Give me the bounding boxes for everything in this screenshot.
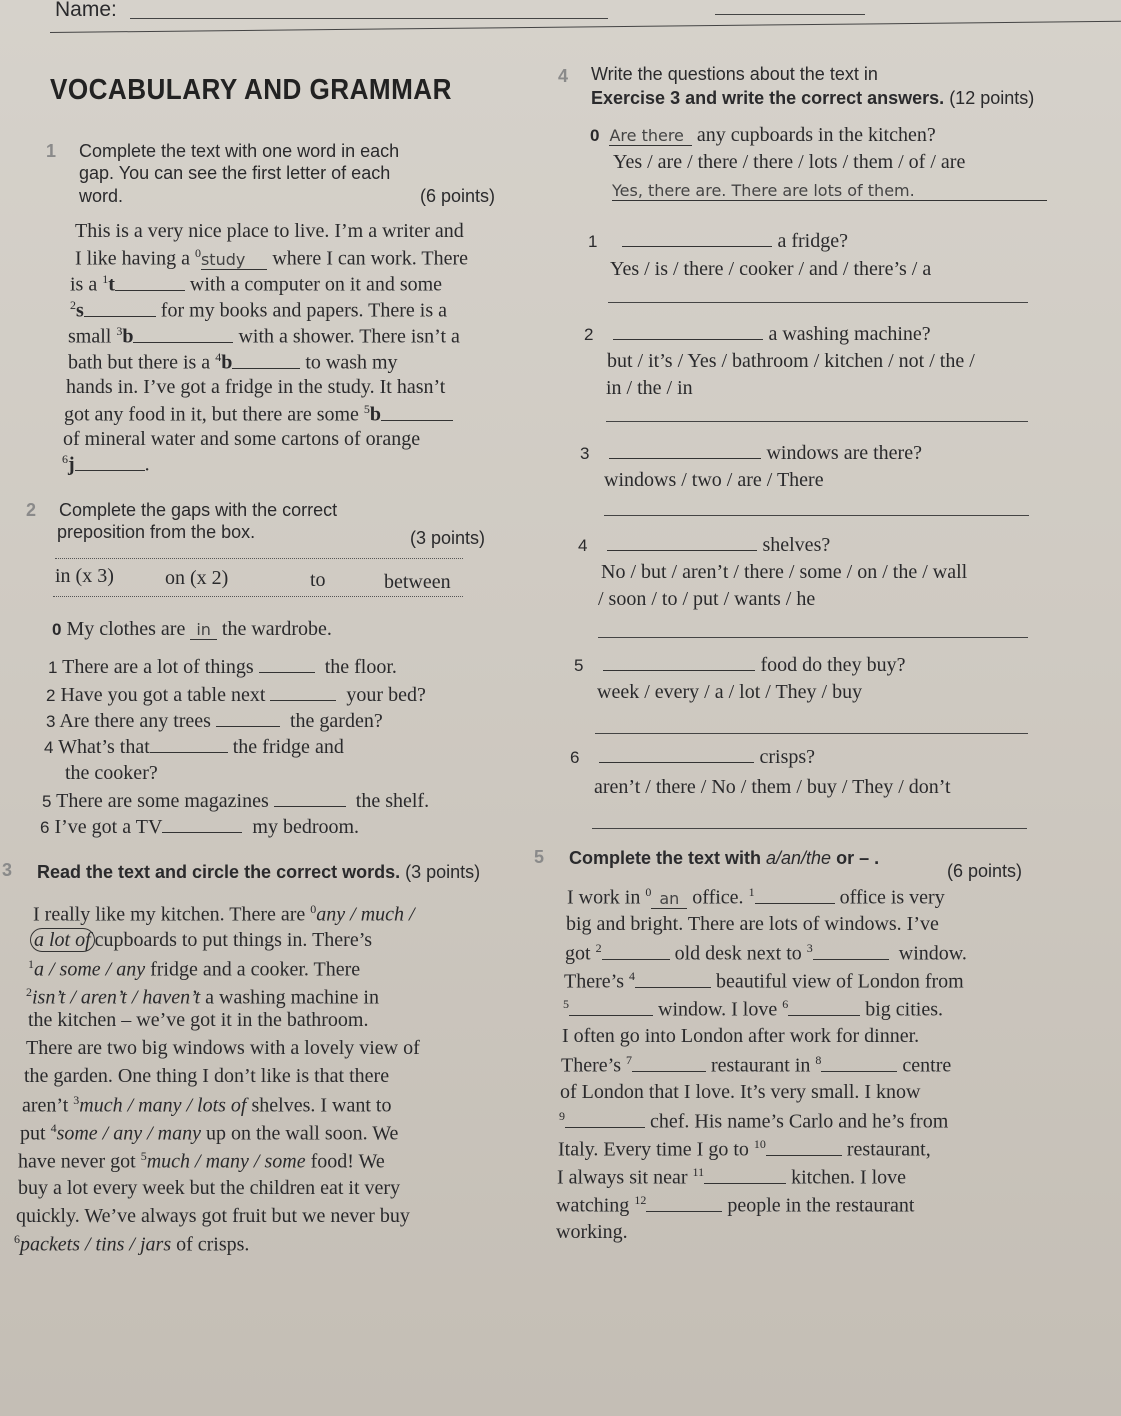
ex5-gap-2[interactable] [602, 943, 670, 960]
ex4-item-6: 6 crisps? [570, 746, 816, 768]
ex3-options-1[interactable]: a / some / any [34, 958, 146, 981]
ex3-circled-answer: a lot of [30, 928, 95, 952]
ex3-options-2[interactable]: isn’t / aren’t / haven’t [32, 986, 201, 1009]
ex2-item-4-cont: the cooker? [65, 762, 158, 784]
ex3-options-5[interactable]: much / many / some [146, 1150, 306, 1173]
ex5-line-10: Italy. Every time I go to $^{10}$ restaurant, [558, 1137, 931, 1161]
ex5-line-6: I often go into London after work for dinner. [562, 1025, 920, 1047]
ex1-line-2: I like having a $^0$study where I can work. There [75, 246, 468, 270]
ex4-item-4: 4 shelves? [578, 534, 831, 556]
ex2-item-4: 4 What’s that the fridge and [44, 736, 344, 758]
ex2-gap-6[interactable] [162, 816, 242, 833]
ex2-item-2: 2 Have you got a table next your bed? [46, 684, 426, 706]
ex1-number: 1 [46, 141, 57, 161]
ex4-answer-line-1[interactable] [608, 302, 1028, 303]
ex4-item-2-words-1: but / it’s / Yes / bathroom / kitchen / not / the / [607, 350, 975, 372]
ex1-line-6: bath but there is a $^4$b to wash my [68, 350, 398, 374]
ex5-gap-6[interactable] [788, 999, 860, 1016]
ex1-line-5: small $^3$b with a shower. There isn’t a [68, 324, 460, 348]
ex2-item-6: 6 I’ve got a TV my bedroom. [40, 816, 360, 838]
word-box-on: on (x 2) [165, 567, 229, 589]
ex2-item-0: 0 My clothes are in the wardrobe. [52, 618, 332, 640]
ex4-gap-5[interactable] [603, 654, 755, 671]
ex3-instruction: Read the text and circle the correct words. (3 points) [37, 862, 481, 882]
ex3-line-9: put $^4$some / any / many up on the wall soon. We [20, 1121, 399, 1145]
ex5-line-3: got $^2$ old desk next to $^3$ window. [565, 941, 967, 965]
ex5-line-5: $^5$ window. I love $^6$ big cities. [563, 997, 944, 1021]
ex4-item-0-answer: Yes, there are. There are lots of them. [612, 181, 1047, 201]
ex5-gap-7[interactable] [632, 1055, 706, 1072]
ex3-line-3: $^1$a / some / any fridge and a cooker. There [28, 957, 361, 981]
ex5-gap-3[interactable] [813, 943, 889, 960]
ex5-instruction: Complete the text with a/an/the or – . [569, 848, 880, 868]
ex2-instruction-2: preposition from the box. [57, 522, 256, 542]
ex4-gap-3[interactable] [609, 442, 761, 459]
ex2-item-1: 1 There are a lot of things the floor. [48, 656, 397, 678]
ex4-item-0: 0 Are there any cupboards in the kitchen? [590, 124, 936, 146]
ex5-gap-5[interactable] [569, 999, 653, 1016]
ex5-line-7: There’s $^7$ restaurant in $^8$ centre [561, 1053, 952, 1077]
ex4-item-1-words: Yes / is / there / cooker / and / there’s / a [610, 258, 932, 280]
ex4-answer-0: Are there [609, 126, 691, 146]
header-rule [50, 21, 1121, 33]
ex1-gap-4[interactable] [232, 352, 300, 369]
ex1-gap-5[interactable] [381, 404, 453, 421]
ex4-item-4-words-2: / soon / to / put / wants / he [598, 588, 816, 610]
ex4-item-3: 3 windows are there? [580, 442, 922, 464]
ex5-points: (6 points) [947, 861, 1023, 881]
ex1-points: (6 points) [420, 186, 496, 206]
ex2-gap-2[interactable] [270, 684, 336, 701]
word-box-bottom [53, 596, 463, 597]
ex4-instruction-1: Write the questions about the text in [591, 64, 878, 84]
ex3-line-13: $^6$packets / tins / jars of crisps. [14, 1232, 250, 1256]
page-title: VOCABULARY AND GRAMMAR [50, 74, 452, 106]
ex1-line-9: of mineral water and some cartons of orange [63, 428, 421, 450]
ex2-item-3: 3 Are there any trees the garden? [46, 710, 383, 732]
word-box-top [55, 558, 463, 559]
ex3-number: 3 [2, 860, 13, 880]
ex1-gap-6[interactable] [75, 454, 145, 471]
ex2-gap-1[interactable] [259, 656, 315, 673]
word-box-between: between [384, 571, 451, 593]
ex1-instruction-3: word. [79, 186, 124, 206]
ex3-line-5: the kitchen – we’ve got it in the bathroom. [28, 1009, 369, 1031]
ex2-number: 2 [26, 500, 37, 520]
ex2-gap-4[interactable] [150, 736, 228, 753]
ex1-instruction-2: gap. You can see the first letter of each [79, 163, 391, 183]
ex5-gap-12[interactable] [646, 1195, 722, 1212]
ex4-instruction-2: Exercise 3 and write the correct answers. (12 points) [591, 88, 1035, 108]
ex2-instruction-1: Complete the gaps with the correct [59, 500, 338, 520]
ex5-line-4: There’s $^4$ beautiful view of London from [564, 969, 964, 993]
ex5-line-9: $^9$ chef. His name’s Carlo and he’s from [559, 1109, 949, 1133]
ex5-answer-0: an [651, 889, 687, 909]
ex5-line-8: of London that I love. It’s very small. I know [560, 1081, 921, 1103]
ex4-number: 4 [558, 66, 569, 86]
ex5-line-12: watching $^{12}$ people in the restaurant [556, 1193, 915, 1217]
ex4-gap-4[interactable] [607, 534, 757, 551]
ex1-answer-0: study [201, 250, 267, 270]
ex1-gap-3[interactable] [133, 326, 233, 343]
ex4-answer-line-5[interactable] [595, 733, 1028, 734]
ex5-line-13: working. [556, 1221, 628, 1243]
ex5-line-11: I always sit near $^{11}$ kitchen. I love [557, 1165, 907, 1189]
ex5-gap-10[interactable] [766, 1139, 842, 1156]
ex3-options-6[interactable]: packets / tins / jars [20, 1233, 172, 1256]
ex4-item-1: 1 a fridge? [588, 230, 848, 252]
ex3-line-11: buy a lot every week but the children eat it very [18, 1177, 401, 1199]
ex1-line-4: $^2$s for my books and papers. There is a [70, 298, 448, 322]
ex1-gap-2[interactable] [84, 300, 156, 317]
ex5-gap-9[interactable] [565, 1111, 645, 1128]
ex1-line-3: is a $^1$t with a computer on it and some [70, 272, 443, 296]
ex5-gap-1[interactable] [755, 887, 835, 904]
ex1-line-8: got any food in it, but there are some $^5$b [64, 402, 453, 427]
ex3-options-3[interactable]: much / many / lots of [79, 1094, 247, 1117]
ex1-line-7: hands in. I’ve got a fridge in the study. It hasn’t [66, 376, 446, 398]
ex1-instruction-1: Complete the text with one word in each [79, 141, 400, 161]
ex3-line-8: aren’t $^3$much / many / lots of shelves. I want to [22, 1093, 392, 1117]
ex4-item-4-words-1: No / but / aren’t / there / some / on / the / wall [601, 561, 968, 583]
ex3-line-1: I really like my kitchen. There are $^0$any / much / [33, 902, 415, 926]
ex5-line-2: big and bright. There are lots of windows. I’ve [566, 913, 939, 935]
ex4-answer-line-2[interactable] [606, 421, 1028, 422]
ex3-line-7: the garden. One thing I don’t like is that there [24, 1065, 390, 1087]
ex4-item-2: 2 a washing machine? [584, 323, 931, 345]
ex4-answer-line-6[interactable] [592, 828, 1027, 829]
ex2-answer-0: in [190, 620, 217, 640]
ex4-item-5: 5 food do they buy? [574, 654, 906, 676]
name-line[interactable] [130, 18, 608, 19]
word-box-in: in (x 3) [55, 565, 114, 587]
score-line[interactable] [715, 14, 865, 15]
ex4-answer-line-4[interactable] [598, 637, 1028, 638]
ex1-gap-1[interactable] [115, 274, 185, 291]
ex4-item-3-words: windows / two / are / There [604, 469, 824, 491]
ex5-number: 5 [534, 847, 545, 867]
name-label: Name: [55, 0, 117, 21]
ex1-line-1: This is a very nice place to live. I’m a writer and [75, 220, 464, 242]
word-box-to: to [310, 569, 326, 591]
ex5-gap-8[interactable] [821, 1055, 897, 1072]
ex1-line-10: $^6$j . [62, 452, 150, 476]
ex2-gap-5[interactable] [274, 790, 346, 807]
ex2-gap-3[interactable] [216, 710, 280, 727]
ex2-points: (3 points) [410, 528, 486, 548]
ex3-line-6: There are two big windows with a lovely view of [26, 1037, 420, 1059]
ex4-gap-2[interactable] [613, 323, 763, 340]
ex4-answer-line-3[interactable] [604, 515, 1029, 516]
ex4-gap-1[interactable] [622, 230, 772, 247]
ex5-gap-11[interactable] [704, 1167, 786, 1184]
ex5-gap-4[interactable] [635, 971, 711, 988]
ex5-line-1: I work in $^0$ an office. $^1$ office is very [567, 885, 945, 909]
ex3-line-12: quickly. We’ve always got fruit but we never buy [16, 1205, 410, 1227]
ex4-item-6-words: aren’t / there / No / them / buy / They / don’t [594, 776, 951, 798]
ex3-line-10: have never got $^5$much / many / some food! We [18, 1149, 385, 1173]
ex4-item-2-words-2: in / the / in [606, 377, 693, 399]
ex4-item-0-words: Yes / are / there / there / lots / them / of / are [613, 151, 966, 173]
ex2-item-5: 5 There are some magazines the shelf. [42, 790, 430, 812]
ex4-gap-6[interactable] [599, 746, 754, 763]
ex3-line-2: a lot of cupboards to put things in. There’s [30, 929, 372, 952]
ex3-line-4: $^2$isn’t / aren’t / haven’t a washing machine in [26, 985, 379, 1009]
ex4-item-5-words: week / every / a / lot / They / buy [597, 681, 863, 703]
ex3-options-4[interactable]: some / any / many [56, 1122, 201, 1145]
